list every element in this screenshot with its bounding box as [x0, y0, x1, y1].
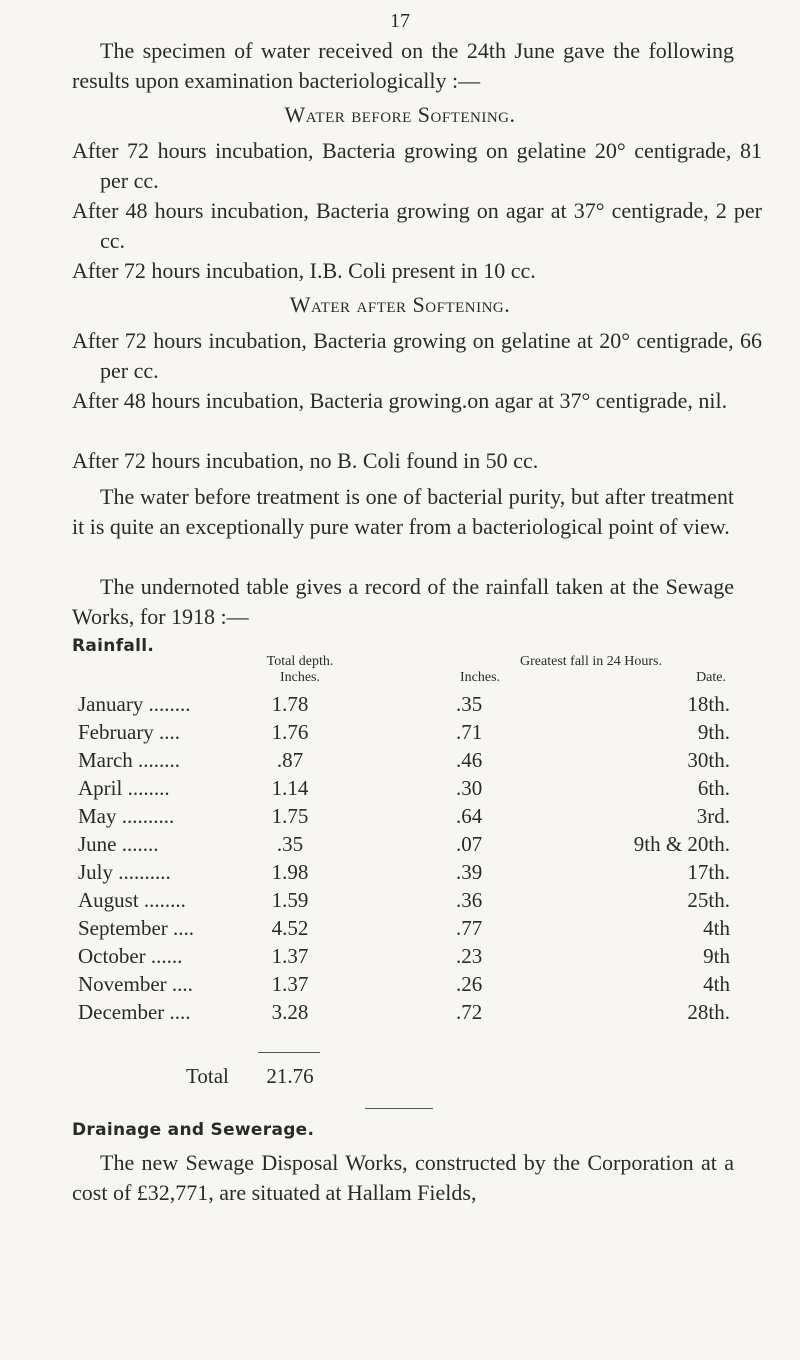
cell-date: 28th. [687, 1000, 730, 1024]
greatest-fall-header [456, 654, 726, 686]
table-row [0, 776, 800, 804]
cell-total: 1.98 [271, 860, 309, 884]
cell-date: 30th. [687, 748, 730, 772]
cell-great: .36 [456, 888, 483, 912]
cell-date: 4th [703, 972, 730, 996]
cell-month: November .... [78, 972, 193, 996]
table-row [0, 916, 800, 944]
cell-date: 6th. [697, 776, 730, 800]
table-row [0, 860, 800, 888]
cell-great: .35 [456, 692, 483, 716]
cell-total: .35 [276, 832, 304, 856]
table-intro-paragraph: The undernoted table gives a record of the rainfall taken at the Sewage Works, for 1918 :— [72, 574, 734, 629]
cell-month: June ....... [78, 832, 159, 856]
table-row [0, 692, 800, 720]
cell-total: 1.37 [271, 972, 309, 996]
cell-date: 4th [703, 916, 730, 940]
table-row [0, 972, 800, 1000]
after-softening-heading: Water after Softening. [289, 292, 511, 317]
cell-total: 1.75 [271, 804, 309, 828]
cell-month: September .... [78, 916, 195, 940]
cell-month: August ........ [78, 888, 186, 912]
cell-month: December .... [78, 1000, 191, 1024]
cell-date: 18th. [687, 692, 730, 716]
cell-great: .72 [456, 1000, 483, 1024]
cell-great: .77 [456, 916, 483, 940]
cell-month: February .... [78, 720, 181, 744]
total-row [0, 1064, 800, 1092]
after-item-1: After 72 hours incubation, Bacteria growing on gelatine at 20° centigrade, 66 per cc. [72, 328, 762, 383]
table-row [0, 1000, 800, 1028]
cell-great: .26 [456, 972, 483, 996]
cell-great: .39 [456, 860, 483, 884]
drainage-paragraph: The new Sewage Disposal Works, constructed by the Corporation at a cost of £32,771, are situated at Hallam Fields, [72, 1150, 734, 1205]
conclusion-paragraph: The water before treatment is one of bacterial purity, but after treatment it is quite an exceptionally pure water from a bacteriological point of view. [72, 484, 734, 539]
before-item-2: After 48 hours incubation, Bacteria growing on agar at 37° centigrade, 2 per cc. [72, 198, 762, 253]
table-row [0, 748, 800, 776]
section-divider [365, 1108, 433, 1109]
cell-date: 9th & 20th. [633, 832, 730, 856]
cell-total: 1.14 [271, 776, 309, 800]
greatest-fall-units: Inches. [460, 670, 501, 685]
total-depth-units: Inches. [279, 670, 321, 685]
cell-total: 4.52 [271, 916, 309, 940]
drainage-title: Drainage and Sewerage. [72, 1120, 315, 1140]
cell-month: March ........ [78, 748, 181, 772]
cell-total: 1.78 [271, 692, 309, 716]
intro-paragraph: The specimen of water received on the 24th June gave the following results upon examination bacteriologically :— [72, 38, 734, 93]
page-number: 17 [390, 10, 410, 32]
cell-total: 1.76 [271, 720, 309, 744]
total-label: Total [186, 1064, 229, 1088]
cell-date: 17th. [687, 860, 730, 884]
date-header: Date. [696, 670, 726, 685]
table-row [0, 804, 800, 832]
cell-great: .30 [456, 776, 483, 800]
table-row [0, 832, 800, 860]
table-row [0, 720, 800, 748]
before-item-3: After 72 hours incubation, I.B. Coli present in 10 cc. [72, 258, 536, 283]
table-row [0, 888, 800, 916]
cell-great: .71 [456, 720, 483, 744]
cell-month: October ...... [78, 944, 183, 968]
cell-date: 9th [703, 944, 730, 968]
cell-great: .07 [456, 832, 483, 856]
total-depth-header [255, 654, 345, 686]
rainfall-title: Rainfall. [72, 636, 155, 656]
cell-great: .23 [456, 944, 483, 968]
before-softening-heading: Water before Softening. [284, 102, 516, 127]
cell-great: .46 [456, 748, 483, 772]
cell-total: 1.59 [271, 888, 309, 912]
greatest-fall-label: Greatest fall in 24 Hours. [520, 654, 662, 669]
cell-total: 3.28 [271, 1000, 309, 1024]
after-item-3: After 72 hours incubation, no B. Coli found in 50 cc. [72, 448, 539, 473]
cell-total: 1.37 [271, 944, 309, 968]
cell-month: April ........ [78, 776, 170, 800]
total-depth-label: Total depth. [266, 654, 334, 669]
cell-month: May .......... [78, 804, 175, 828]
cell-date: 9th. [697, 720, 730, 744]
total-value: 21.76 [266, 1064, 314, 1088]
cell-great: .64 [456, 804, 483, 828]
after-item-2: After 48 hours incubation, Bacteria growing.on agar at 37° centigrade, nil. [72, 388, 728, 413]
before-item-1: After 72 hours incubation, Bacteria growing on gelatine 20° centigrade, 81 per cc. [72, 138, 762, 193]
cell-date: 3rd. [696, 804, 730, 828]
cell-month: July .......... [78, 860, 171, 884]
table-row [0, 944, 800, 972]
cell-date: 25th. [687, 888, 730, 912]
total-rule [258, 1052, 320, 1053]
cell-month: January ........ [78, 692, 191, 716]
cell-total: .87 [276, 748, 304, 772]
